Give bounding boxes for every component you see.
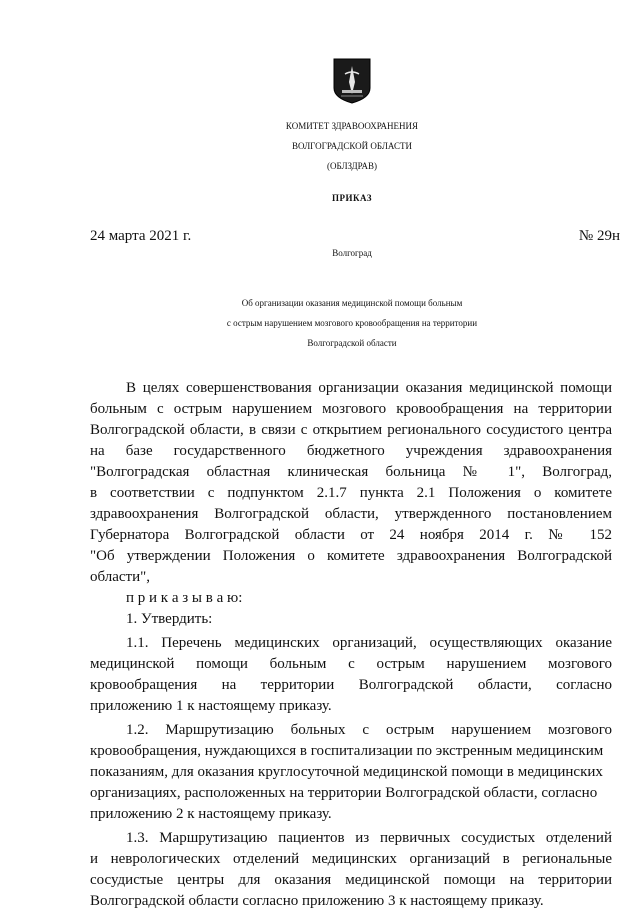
- order-number: № 29н: [578, 228, 620, 244]
- org-name-line-1: КОМИТЕТ ЗДРАВООХРАНЕНИЯ: [285, 121, 419, 131]
- subject-line-2: с острым нарушением мозгового кровообращения на территории: [226, 318, 478, 328]
- item-line: 1.3. Маршрутизацию пациентов из первичных сосудистых отделений: [126, 830, 612, 846]
- doc-type-title: ПРИКАЗ: [331, 193, 373, 203]
- org-name-abbrev: (ОБЛЗДРАВ): [327, 161, 377, 171]
- item-line: Волгоградской области согласно приложению 3 к настоящему приказу.: [90, 893, 544, 909]
- order-word: п р и к а з ы в а ю:: [126, 590, 243, 606]
- preamble-line: в соответствии с подпунктом 2.1.7 пункта 2.1 Положения о комитете: [90, 485, 612, 501]
- preamble-line: здравоохранения Волгоградской области, утвержденного постановлением: [90, 506, 612, 522]
- preamble-line: "Волгоградская областная клиническая больница № 1", Волгоград,: [90, 464, 612, 480]
- item-line: приложению 2 к настоящему приказу.: [90, 806, 332, 822]
- item-line: и неврологических отделений медицинских организаций в региональные: [90, 851, 612, 867]
- preamble-line: Губернатора Волгоградской области от 24 ноября 2014 г. № 152: [90, 527, 612, 543]
- org-name-line-2: ВОЛГОГРАДСКОЙ ОБЛАСТИ: [292, 141, 412, 151]
- item-line: 1.1. Перечень медицинских организаций, осуществляющих оказание: [126, 635, 612, 651]
- preamble-line: на базе государственного бюджетного учреждения здравоохранения: [90, 443, 612, 459]
- item-1: 1. Утвердить:: [126, 611, 213, 627]
- order-date: 24 марта 2021 г.: [90, 228, 192, 244]
- item-line: медицинской помощи больным с острым нарушением мозгового: [90, 656, 612, 672]
- item-line: 1.2. Маршрутизацию больных с острым нарушением мозгового: [126, 722, 612, 738]
- preamble-line: Волгоградской области, в связи с открытием регионального сосудистого центра: [90, 422, 612, 438]
- subject-line-1: Об организации оказания медицинской помощи больным: [241, 298, 463, 308]
- item-line: показаниям, для оказания круглосуточной медицинской помощи в медицинских: [90, 764, 603, 780]
- subject-line-3: Волгоградской области: [307, 338, 397, 348]
- volgograd-coat-of-arms-icon: [333, 58, 371, 104]
- preamble-line: области",: [90, 569, 151, 585]
- order-city: Волгоград: [332, 248, 372, 258]
- preamble-line: В целях совершенствования организации оказания медицинской помощи: [126, 380, 612, 396]
- item-line: приложению 1 к настоящему приказу.: [90, 698, 332, 714]
- item-line: кровообращения, нуждающихся в госпитализации по экстренным медицинским: [90, 743, 604, 759]
- item-line: кровообращения на территории Волгоградской области, согласно: [90, 677, 612, 693]
- preamble-line: "Об утверждении Положения о комитете здравоохранения Волгоградской: [90, 548, 612, 564]
- item-line: сосудистые центры для оказания медицинской помощи на территории: [90, 872, 612, 888]
- item-line: организациях, расположенных на территории Волгоградской области, согласно: [90, 785, 598, 801]
- preamble-line: больным с острым нарушением мозгового кровообращения на территории: [90, 401, 612, 417]
